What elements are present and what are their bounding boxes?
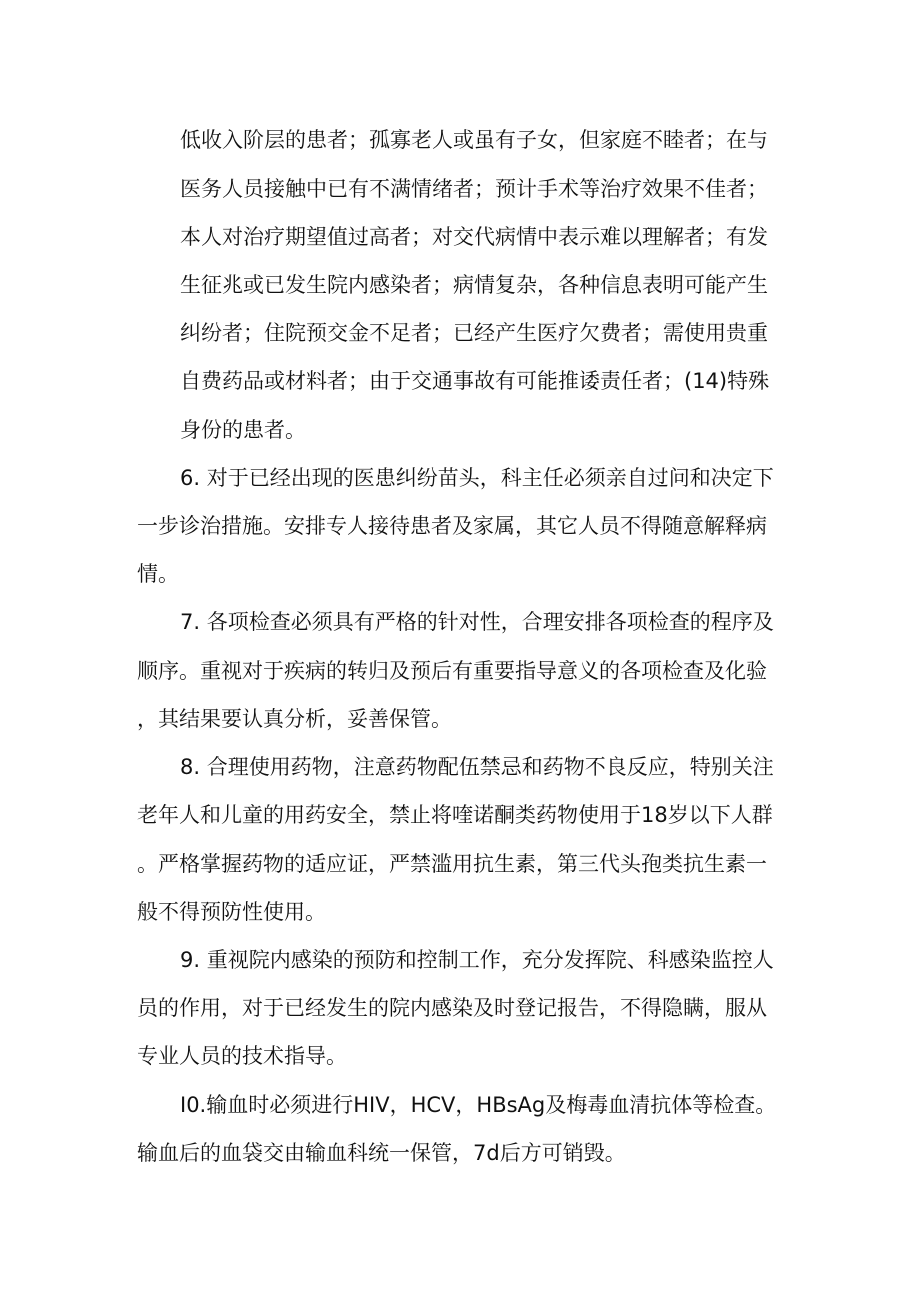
text-line: 专业人员的技术指导。: [137, 1044, 347, 1068]
text-line: 员的作用，对于已经发生的院内感染及时登记报告，不得隐瞒，服从: [137, 996, 767, 1020]
text-line: 一步诊治措施。安排专人接待患者及家属，其它人员不得随意解释病: [137, 514, 767, 538]
text-line: 情。: [137, 562, 179, 586]
text-line: 生征兆或已发生院内感染者；病情复杂，各种信息表明可能产生: [180, 273, 768, 297]
text-line: 医务人员接触中已有不满情绪者；预计手术等治疗效果不佳者；: [180, 177, 768, 201]
text-line: 。严格掌握药物的适应证，严禁滥用抗生素，第三代头孢类抗生素一: [137, 852, 767, 876]
text-line: 低收入阶层的患者；孤寡老人或虽有子女，但家庭不睦者；在与: [180, 128, 768, 152]
text-line: 9. 重视院内感染的预防和控制工作，充分发挥院、科感染监控人: [180, 948, 774, 972]
text-line: I0.输血时必须进行HIV，HCV，HBsAg及梅毒血清抗体等检查。: [180, 1093, 777, 1117]
text-line: 自费药品或材料者；由于交通事故有可能推诿责任者；(14)特殊: [180, 369, 770, 393]
text-line: 顺序。重视对于疾病的转归及预后有重要指导意义的各项检查及化验: [137, 659, 767, 683]
text-line: 6. 对于已经出现的医患纠纷苗头，科主任必须亲自过问和决定下: [180, 466, 774, 490]
text-line: 老年人和儿童的用药安全，禁止将喹诺酮类药物使用于18岁以下人群: [137, 803, 773, 827]
text-line: 身份的患者。: [180, 418, 306, 442]
text-line: ，其结果要认真分析，妥善保管。: [137, 707, 452, 731]
text-line: 输血后的血袋交由输血科统一保管，7d后方可销毁。: [137, 1141, 626, 1165]
text-line: 7. 各项检查必须具有严格的针对性，合理安排各项检查的程序及: [180, 610, 774, 634]
text-line: 8. 合理使用药物，注意药物配伍禁忌和药物不良反应，特别关注: [180, 755, 774, 779]
text-line: 般不得预防性使用。: [137, 900, 326, 924]
text-line: 纠纷者；住院预交金不足者；已经产生医疗欠费者；需使用贵重: [180, 321, 768, 345]
text-line: 本人对治疗期望值过高者；对交代病情中表示难以理解者；有发: [180, 225, 768, 249]
